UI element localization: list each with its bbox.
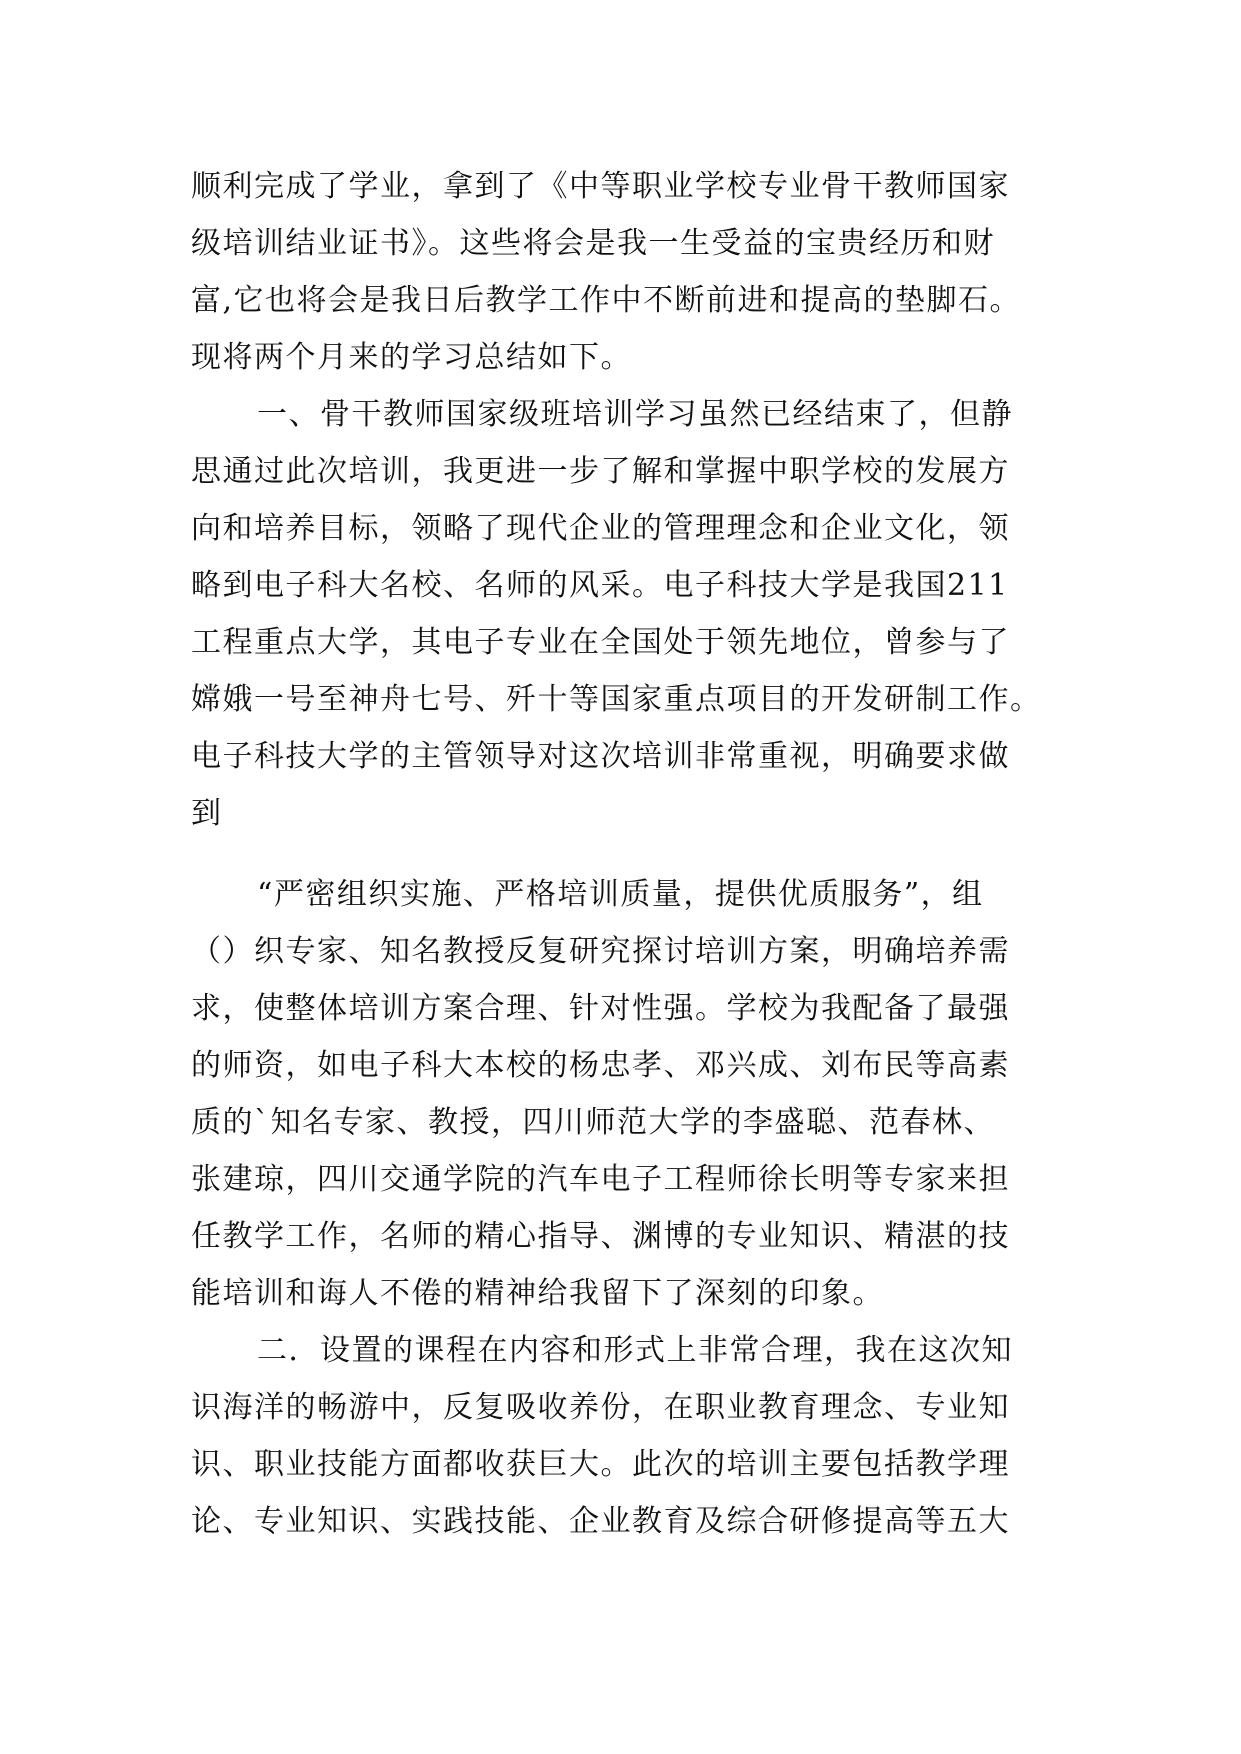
text-line: 现将两个月来的学习总结如下。 xyxy=(191,340,632,375)
text-line: 能培训和诲人不倦的精神给我留下了深刻的印象。 xyxy=(191,1276,884,1311)
text-line: 思通过此次培训，我更进一步了解和掌握中职学校的发展方 xyxy=(191,454,1010,489)
text-line: 质的`知名专家、教授，四川师范大学的李盛聪、范春林、 xyxy=(191,1105,995,1140)
text-line: 求，使整体培训方案合理、针对性强。学校为我配备了最强 xyxy=(191,991,1010,1026)
paragraph-start-line: 一、骨干教师国家级班培训学习虽然已经结束了，但静 xyxy=(257,397,1013,432)
paragraph-start-line: “严密组织实施、严格培训质量，提供优质服务”，组 xyxy=(257,877,984,912)
text-line: 顺利完成了学业，拿到了《中等职业学校专业骨干教师国家 xyxy=(191,169,1010,204)
text-line: 电子科技大学的主管领导对这次培训非常重视，明确要求做 xyxy=(191,739,1010,774)
text-line: 到 xyxy=(191,796,223,831)
text-line: 识海洋的畅游中，反复吸收养份，在职业教育理念、专业知 xyxy=(191,1390,1010,1425)
text-line: 略到电子科大名校、名师的风采。电子科技大学是我国211 xyxy=(191,568,1009,603)
text-line: 论、专业知识、实践技能、企业教育及综合研修提高等五大 xyxy=(191,1504,1010,1539)
text-line: 级培训结业证书》。这些将会是我一生受益的宝贵经历和财 xyxy=(191,226,995,261)
body-text xyxy=(191,158,1071,1550)
text-line: 嫦娥一号至神舟七号、歼十等国家重点项目的开发研制工作。 xyxy=(191,682,1042,717)
text-line: 识、职业技能方面都收获巨大。此次的培训主要包括教学理 xyxy=(191,1447,1010,1482)
text-line: 任教学工作，名师的精心指导、渊博的专业知识、精湛的技 xyxy=(191,1219,1010,1254)
text-line: 的师资，如电子科大本校的杨忠孝、邓兴成、刘布民等高素 xyxy=(191,1048,1010,1083)
text-line: 工程重点大学，其电子专业在全国处于领先地位，曾参与了 xyxy=(191,625,1010,660)
text-line: 向和培养目标，领略了现代企业的管理理念和企业文化，领 xyxy=(191,511,1010,546)
text-line: 张建琼，四川交通学院的汽车电子工程师徐长明等专家来担 xyxy=(191,1162,1010,1197)
paragraph-start-line: 二．设置的课程在内容和形式上非常合理，我在这次知 xyxy=(257,1333,1013,1368)
text-line: （）织专家、知名教授反复研究探讨培训方案，明确培养需 xyxy=(191,934,1010,969)
text-line: 富,它也将会是我日后教学工作中不断前进和提高的垫脚石。 xyxy=(191,283,1022,318)
